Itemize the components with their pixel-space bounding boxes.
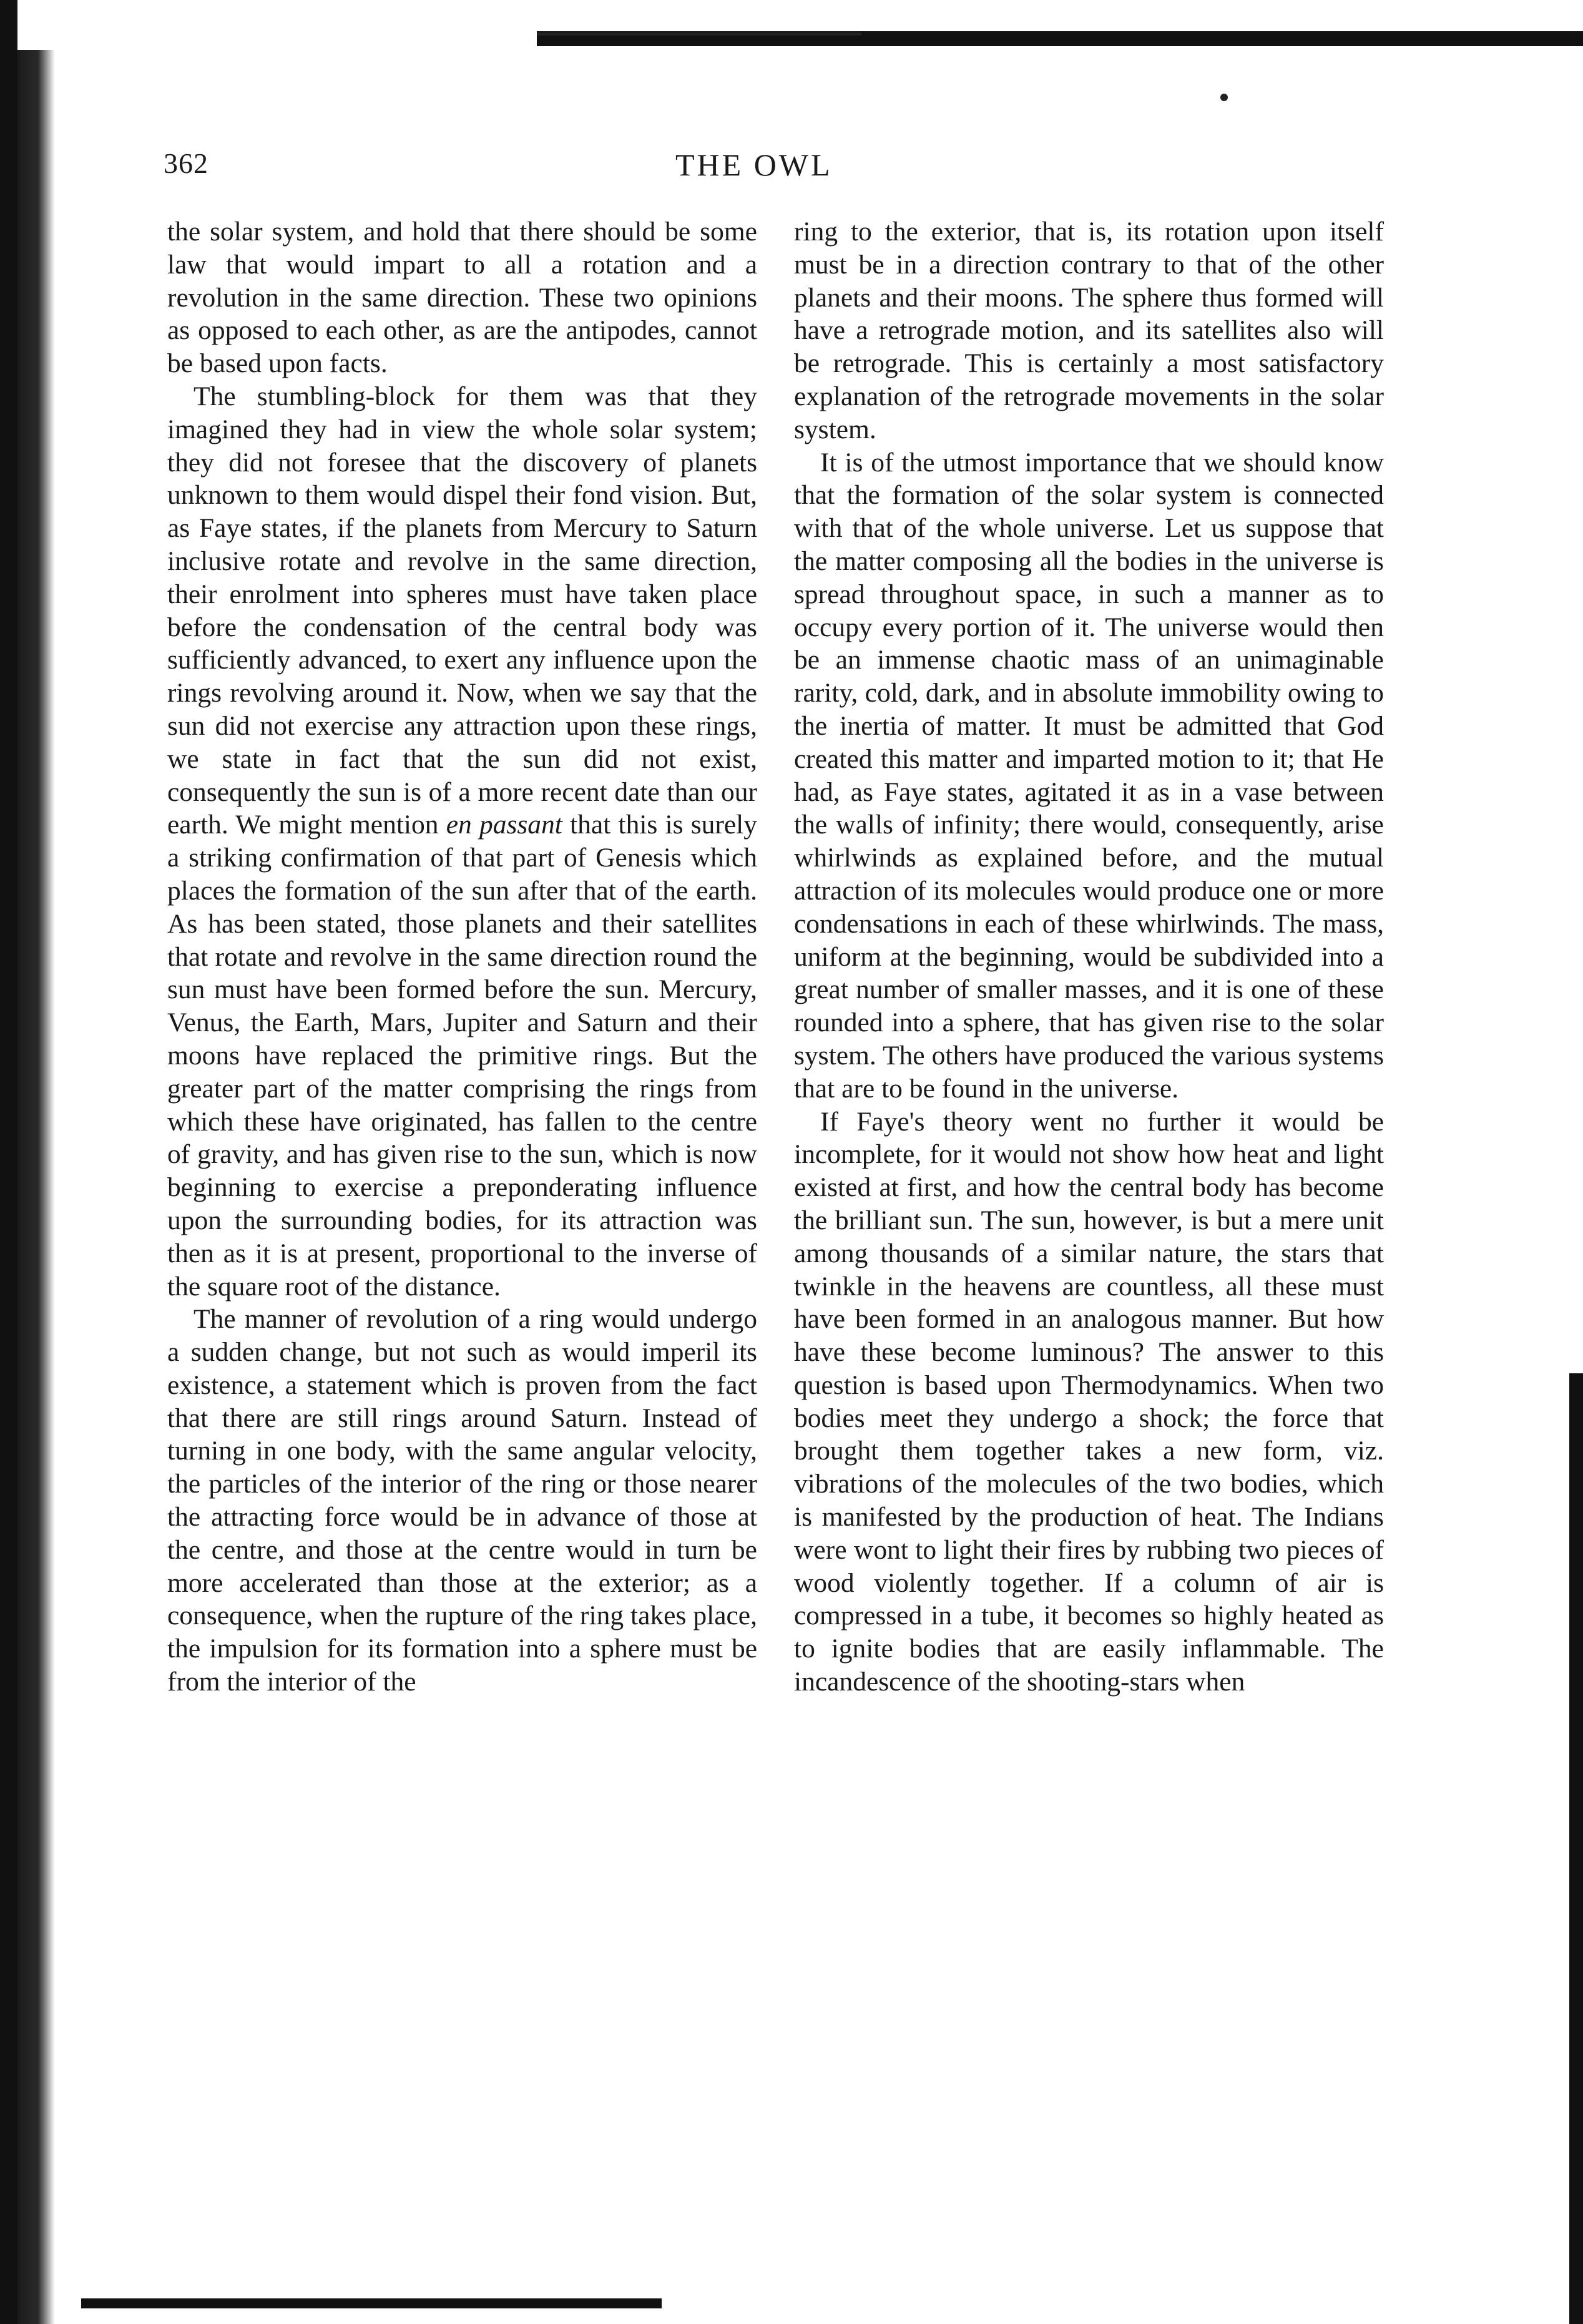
page-number: 362: [164, 147, 208, 179]
running-head: THE OWL: [675, 147, 833, 182]
top-thin-rule: [537, 32, 861, 36]
left-paragraph-3: The manner of revolution of a ring would undergo a sudden change, but not such as would imperil its existence, a statement which is proven from the fact that there are still rings around Saturn. Instead of turning in one body, with the same angular velocity, the particles of the interior of the ring or those nearer the attracting force would be in advance of those at the centre, and those at the centre would in turn be more accelerated than those at the exterior; as a consequence, when the rupture of the ring takes place, the impulsion for its formation into a sphere must be from the interior of the: [167, 1304, 757, 1697]
right-column: [794, 215, 1384, 1699]
left-paragraph-2-text: The stumbling-block for them was that they imagined they had in view the whole solar system; they did not foresee that the discovery of planets unknown to them would dispel their fond vision. But, as Faye states, if the planets from Mercury to Saturn inclusive rotate and revolve in the same direction, their enrolment into spheres must have taken place before the condensation of the central body was sufficiently advanced, to exert any influence upon the rings revolving around it. Now, when we say that the sun did not exercise any attraction upon these rings, we state in fact that the sun did not exist, consequently the sun is of a more recent date than our earth. We might mention: [167, 381, 757, 840]
left-paragraph-2: [167, 380, 757, 1303]
scan-edge-shadow: [0, 0, 17, 2324]
top-scan-rule: [537, 25, 1583, 46]
scan-edge-gradient: [17, 50, 55, 2324]
bottom-scan-rule: [81, 2298, 662, 2308]
right-paragraph-2: It is of the utmost importance that we should know that the formation of the solar system is connected with that of the whole universe. Let us suppose that the matter composing all the bodies in the universe is spread throughout space, in such a manner as to occupy every portion of it. The universe would then be an immense chaotic mass of an unimaginable rarity, cold, dark, and in absolute immobility owing to the inertia of matter. It must be admitted that God created this matter and imparted motion to it; that He had, as Faye states, agitated it as in a vase between the walls of infinity; there would, consequently, arise whirlwinds as explained before, and the mutual attraction of its molecules would produce one or more condensations in each of these whirlwinds. The mass, uniform at the beginning, would be subdivided into a great number of smaller masses, and it is one of these rounded into a sphere, that has given rise to the solar system. The others have produced the various systems that are to be found in the universe.: [794, 447, 1384, 1104]
italic-phrase: en passant: [446, 810, 562, 840]
scan-speck: [1220, 94, 1228, 101]
right-paragraph-3: If Faye's theory went no further it would be incomplete, for it would not show how heat and light existed at first, and how the central body has become the brilliant sun. The sun, however, is but a mere unit among thousands of a similar nature, the stars that twinkle in the heavens are countless, all these must have been formed in an analogous manner. But how have these become luminous? The answer to this question is based upon Thermodynamics. When two bodies meet they undergo a shock; the force that brought them together takes a new form, viz. vibrations of the molecules of the two bodies, which is manifested by the production of heat. The Indians were wont to light their fires by rubbing two pieces of wood violently together. If a column of air is compressed in a tube, it becomes so highly heated as to ignite bodies that are easily inflammable. The incandescence of the shooting-stars when: [794, 1106, 1384, 1697]
left-paragraph-2-continued: that this is surely a striking confirmation of that part of Genesis which places the formation of the sun after that of the earth. As has been stated, those planets and their satellites that rotate and revolve in the same direction round the sun must have been formed before the sun. Mercury, Venus, the Earth, Mars, Jupiter and Saturn and their moons have replaced the primitive rings. But the greater part of the matter comprising the rings from which these have originated, has fallen to the centre of gravity, and has given rise to the sun, which is now beginning to exercise a preponderating influence upon the surrounding bodies, for its attraction was then as it is at present, proportional to the inverse of the square root of the distance.: [167, 810, 758, 1302]
right-scan-edge: [1569, 1373, 1583, 2324]
right-paragraph-1: ring to the exterior, that is, its rotation upon itself must be in a direction contrary to that of the other planets and their moons. The sphere thus formed will have a retrograde motion, and its satellites also will be retrograde. This is certainly a most satisfactory explanation of the retrograde movements in the solar system.: [794, 217, 1384, 444]
left-paragraph-1: the solar system, and hold that there should be some law that would impart to all a rotation and a revolution in the same direction. These two opinions as opposed to each other, as are the antipodes, cannot be based upon facts.: [167, 217, 757, 379]
page-header: [164, 147, 1443, 197]
left-column: [167, 215, 757, 1699]
